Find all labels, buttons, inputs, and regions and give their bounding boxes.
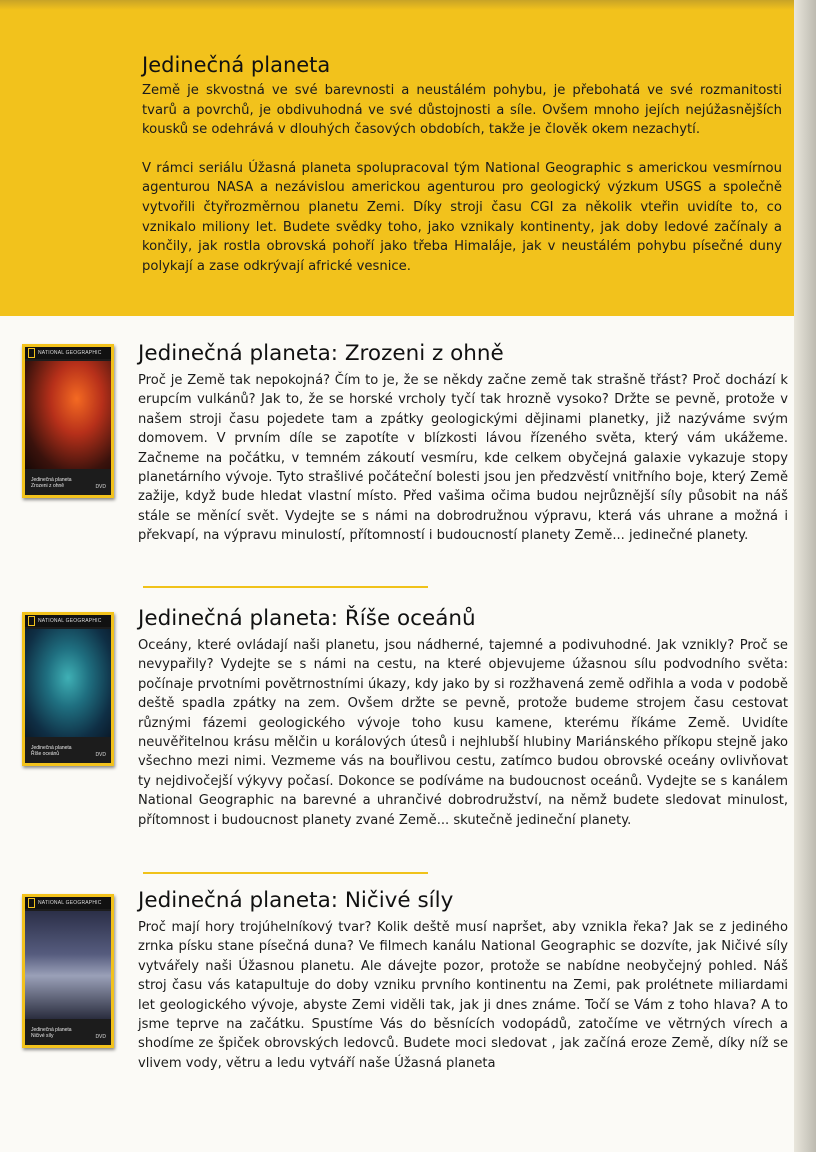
cover-art-lava <box>25 361 111 469</box>
section-text: Oceány, které ovládají naši planetu, jsou nádherné, tajemné a podivuhodné. Jak vznikly? Proč se nevypařily? Vydejte se s námi na cestu, na které objevujeme úžasnou sílu podvodního světa: počínaje prvotními povětrnostními úkazy, kdy jako by si rozžhavená země odřihla a voda v podobě deště spadla zpátky na zem. Ovšem držte se pevně, protože budeme strojem času cestovat různými fázemi geologického vývoje toho kusu kamene, kterému říkáme Země. Uvidíte neuvěřitelnou krásu mělčin u korálových útesů i nejhlubší hlubiny Mariánského příkopu stejně jako všechno mezi nimi. Vezmeme vás na bouřlivou cestu, zatímco budou obrovské oceány ovlivňovat ty nejdivočejší výkyvy počasí. Dokonce se podíváme na budoucnost oceánů. Vydejte se s kanálem National Geographic na barevné a uhrančivé dobrodružství, na němž budete sledovat minulost, přítomnost i budoucnost planety zvané Země... skutečně jedineční planety. <box>138 638 788 828</box>
section-separator <box>143 586 428 588</box>
section-title: Jedinečná planeta: Ničivé síly <box>138 888 454 913</box>
intro-title: Jedinečná planeta <box>142 53 331 77</box>
section-title: Jedinečná planeta: Zrozeni z ohně <box>138 341 504 366</box>
cover-art-storm <box>25 911 111 1019</box>
cover-nicive-sily <box>22 894 114 1048</box>
cover-caption <box>31 745 72 757</box>
section-separator <box>143 872 428 874</box>
ng-yellow-frame-icon <box>28 616 35 626</box>
top-shadow <box>0 0 816 10</box>
cover-caption <box>31 1027 72 1039</box>
cover-caption-line1: Jedinečná planeta <box>31 745 72 751</box>
cover-caption-line1: Jedinečná planeta <box>31 1027 72 1033</box>
section-text: Proč je Země tak nepokojná? Čím to je, že se někdy začne země tak strašně třást? Proč dochází k erupcím vulkánů? Jak to, že se horské vrcholy tyčí tak hrozně vysoko? Držte se pevně, protože v našem stroji času pojedete tam a zpátky geologickými dějinami planetky, již nazýváme svým domovem. V prvním díle se zapotíte v blízkosti lávou řízeného světa, který vám ukážeme. Začneme na počátku, v temném zákoutí vesmíru, kde celkem obyčejná galaxie vykazuje stopy planetárního vývoje. Tyto strašlivé počáteční bolesti jsou jen předzvěstí vnitřního boje, který Země zažije, když bude hledat vlastní místo. Před vašima očima budou nejrůznější síly působit na náš stále se měnící svět. Vydejte se s námi na dobrodružnou výpravu, která vás uhrane a možná i překvapí, na výpravu minulostí, přítomností i budoucností planety Země... jedinečné planety. <box>138 373 788 544</box>
dvd-badge: DVD <box>95 484 106 490</box>
cover-caption <box>31 477 72 489</box>
section-rise-oceanu <box>138 606 788 830</box>
dvd-badge: DVD <box>95 752 106 758</box>
cover-brand: NATIONAL GEOGRAPHIC <box>38 900 102 906</box>
cover-brand: NATIONAL GEOGRAPHIC <box>38 618 102 624</box>
case-right-edge <box>794 0 816 1152</box>
intro-paragraph-2: V rámci seriálu Úžasná planeta spolupracoval tým National Geographic s americkou vesmírnou agenturou NASA a nezávislou americkou agenturou pro geologický výzkum USGS a společně vytvořili čtyřrozměrnou planetu Zemi. Díky stroji času CGI za několik vteřin uvidíte to, co vznikalo miliony let. Budete svědky toho, jako vznikaly kontinenty, jak doby ledové začínaly a končily, jak rostla obrovská pohoří jako třeba Himaláje, jak v neustálém pohybu písečné duny polykají a zase odkrývají africké vesnice. <box>142 160 782 274</box>
intro-paragraph-1: Země je skvostná ve své barevnosti a neustálém pohybu, je přebohatá ve své rozmanitosti tvarů a povrchů, je obdivuhodná ve své důstojnosti a síle. Ovšem mnoho jejích nejúžasnějších kousků se odehrává v dlouhých časových obdobích, takže je člověk okem nezachytí. <box>142 83 782 138</box>
ng-yellow-frame-icon <box>28 898 35 908</box>
section-zrozeni-z-ohne <box>138 341 788 546</box>
cover-art-ocean <box>25 629 111 737</box>
ng-yellow-frame-icon <box>28 348 35 358</box>
ng-logo-bar <box>25 897 111 909</box>
cover-brand: NATIONAL GEOGRAPHIC <box>38 350 102 356</box>
cover-caption-line2: Ničivé síly <box>31 1033 54 1039</box>
section-title: Jedinečná planeta: Říše oceánů <box>138 606 476 631</box>
section-nicive-sily <box>138 888 788 1073</box>
cover-caption-line2: Zrozeni z ohně <box>31 483 65 489</box>
dvd-badge: DVD <box>95 1034 106 1040</box>
ng-logo-bar <box>25 347 111 359</box>
cover-caption-line2: Říše oceánů <box>31 751 60 757</box>
cover-caption-line1: Jedinečná planeta <box>31 477 72 483</box>
ng-logo-bar <box>25 615 111 627</box>
section-text: Proč mají hory trojúhelníkový tvar? Kolik deště musí napršet, aby vznikla řeka? Jak se z jediného zrnka písku stane písečná duna? Ve filmech kanálu National Geographic se dozvíte, jak Ničivé síly vytvářely naši Úžasnou planetu. Ale dávejte pozor, protože se nabídne neobyčejný pohled. Náš stroj času vás katapultuje do doby vzniku prvního kontinentu na Zemi, pak prolétnete miliardami let geologického vývoje, abyste Zemi viděli tak, jak ji dnes známe. Točí se Vám z toho hlava? A to jsme teprve na začátku. Spustíme Vás do běsnících vodopádů, zatočíme ve větrných vírech a shodíme ze špiček obrovských ledovců. Budete moci sledovat , jak začíná eroze Země, díky níž se vlivem vody, větru a ledu vytváří naše Úžasná planeta <box>138 920 788 1071</box>
cover-zrozeni-z-ohne <box>22 344 114 498</box>
intro-block <box>142 52 782 276</box>
cover-rise-oceanu <box>22 612 114 766</box>
